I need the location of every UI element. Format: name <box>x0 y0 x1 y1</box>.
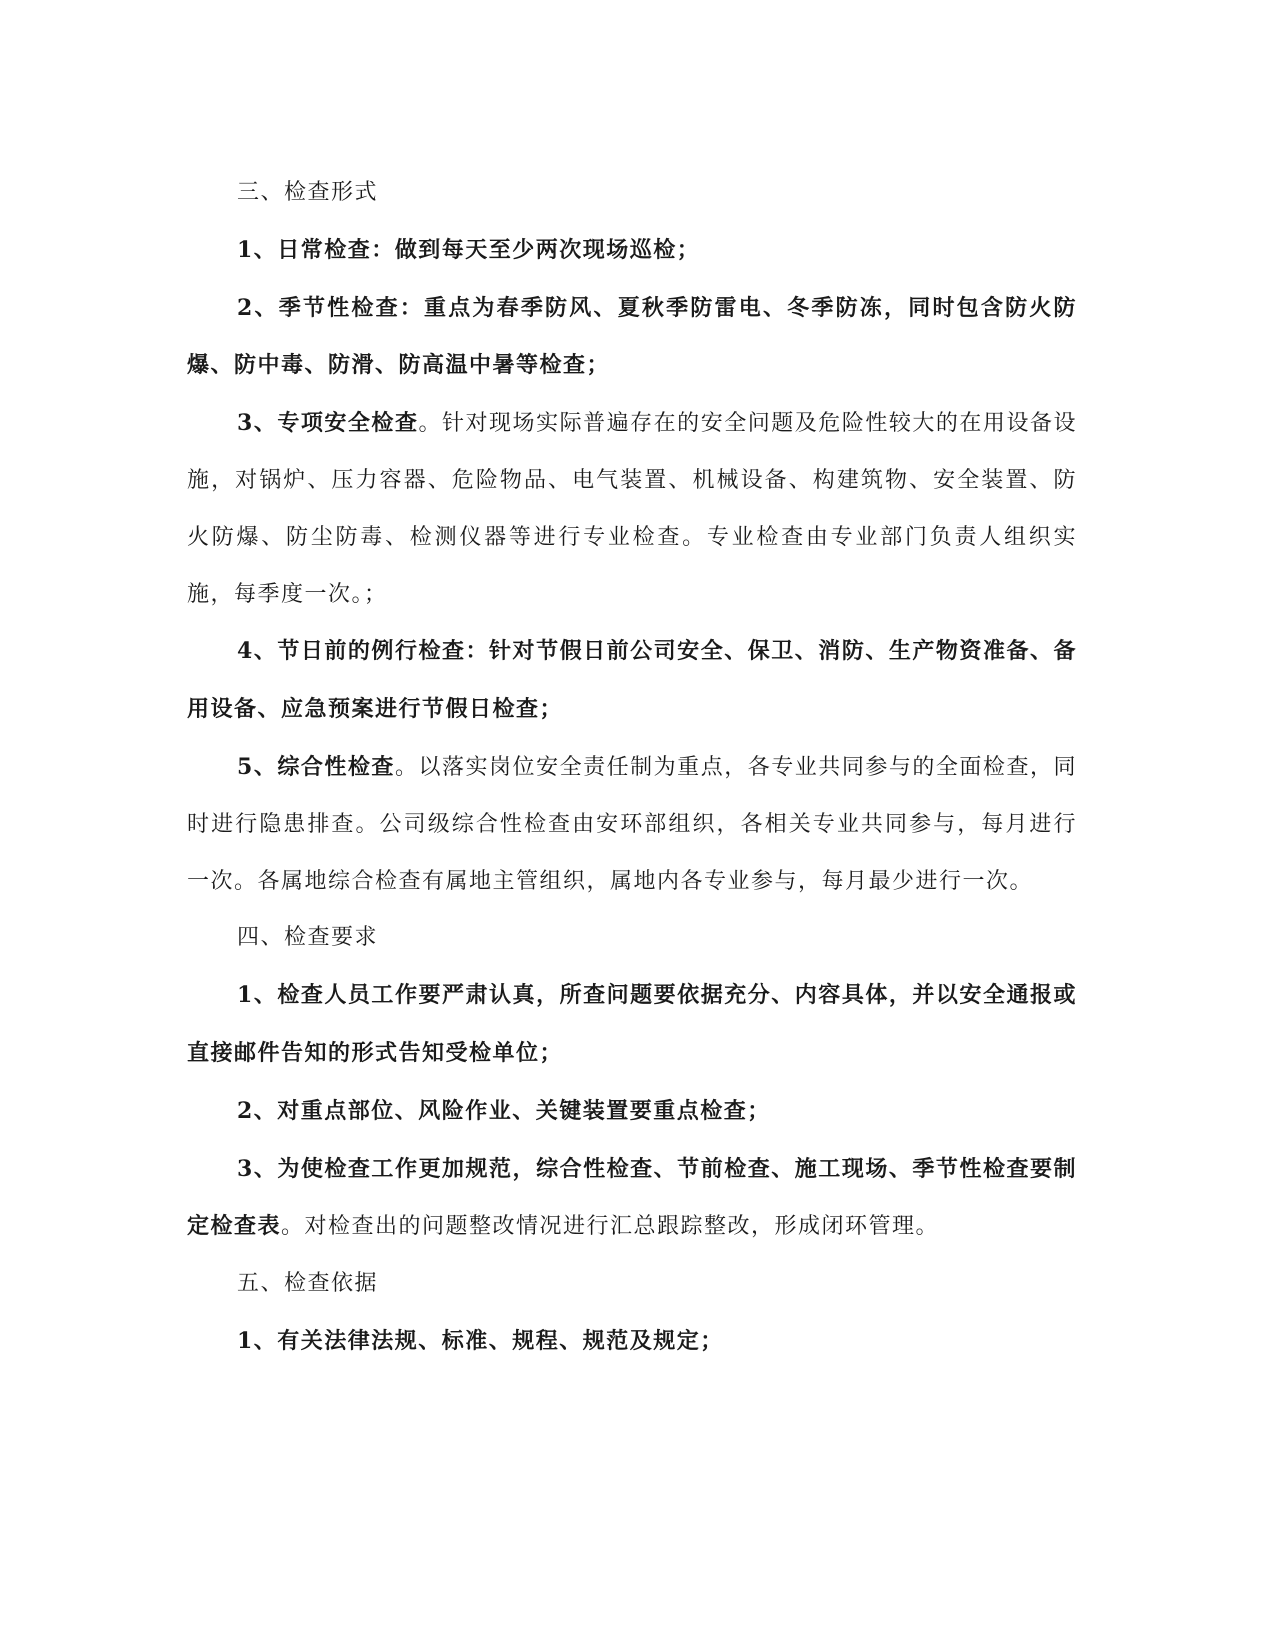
body-text: 。针对现场实际普遍存在的安全问题及危险性较大的在用设备设施，对锅炉、压力容器、危险物品、电气装置、机械设备、构建筑物、安全装置、防火防爆、防尘防毒、检测仪器等进行专业检查。专业检查由专业部门负责人组织实施，每季度一次。； <box>187 411 1077 607</box>
bold-text: 1、日常检查：做到每天至少两次现场巡检； <box>237 236 701 263</box>
document-body <box>187 165 1077 1371</box>
section-heading: 五、检查依据 <box>237 1271 379 1297</box>
bold-text: 1、有关法律法规、标准、规程、规范及规定； <box>237 1327 724 1354</box>
paragraph <box>187 280 1077 396</box>
paragraph <box>187 1083 1077 1141</box>
paragraph <box>187 1313 1077 1371</box>
bold-text: 5、综合性检查 <box>237 753 395 780</box>
bold-text: 2、对重点部位、风险作业、关键装置要重点检查； <box>237 1097 771 1124</box>
section-heading: 三、检查形式 <box>237 180 379 205</box>
paragraph <box>187 739 1077 910</box>
bold-text: 1、检查人员工作要严肃认真，所查问题要依据充分、内容具体，并以安全通报或直接邮件告知的形式告知受检单位； <box>187 982 1077 1066</box>
paragraph <box>187 967 1077 1083</box>
paragraph <box>187 222 1077 280</box>
section-heading: 四、检查要求 <box>237 925 379 951</box>
bold-text: 3、专项安全检查 <box>237 410 419 437</box>
bold-text: 3、为使检查工作更加规范，综合性检查、节前检查、施工现场、季节性检查要制定检查表 <box>187 1155 1077 1240</box>
bold-text: 4、节日前的例行检查：针对节假日前公司安全、保卫、消防、生产物资准备、备用设备、应急预案进行节假日检查； <box>187 638 1077 723</box>
paragraph <box>187 623 1077 739</box>
body-text: 。以落实岗位安全责任制为重点，各专业共同参与的全面检查，同时进行隐患排查。公司级综合性检查由安环部组织，各相关专业共同参与，每月进行一次。各属地综合检查有属地主管组织，属地内各专业参与，每月最少进行一次。 <box>187 754 1077 894</box>
body-text: 。对检查出的问题整改情况进行汇总跟踪整改，形成闭环管理。 <box>281 1214 940 1240</box>
bold-text: 2、季节性检查：重点为春季防风、夏秋季防雷电、冬季防冻，同时包含防火防爆、防中毒、防滑、防高温中暑等检查； <box>187 294 1077 379</box>
paragraph <box>187 395 1077 623</box>
paragraph <box>187 1141 1077 1257</box>
